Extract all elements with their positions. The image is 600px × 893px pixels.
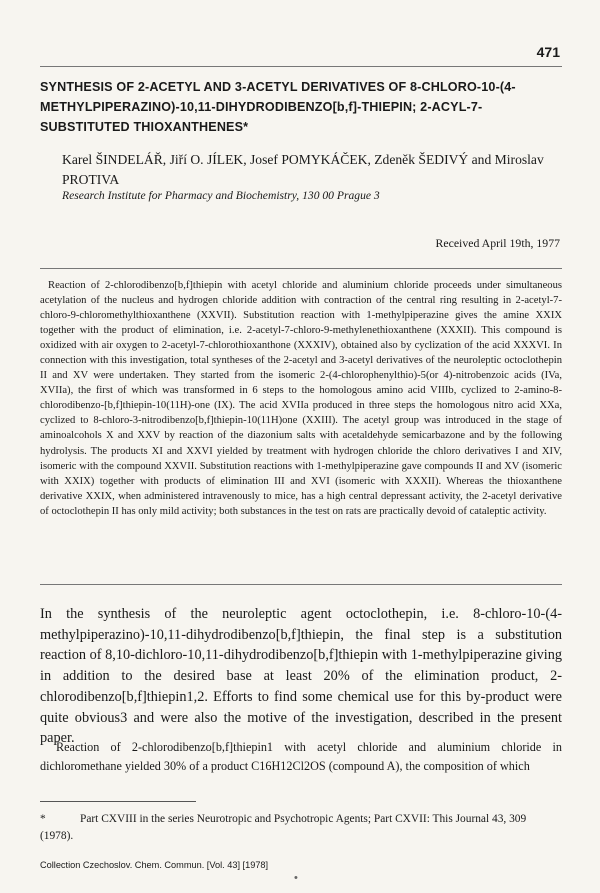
abstract: Reaction of 2-chlorodibenzo[b,f]thiepin with acetyl chloride and aluminium chloride proceeds under simultaneous acetylation of the nucleus and hydrogen chloride addition with contraction of the central ring resulting in 2-acetyl-7-chloro-9-chloromethylthioxanthene (XXVII). Substitution reaction with 1-methylpiperazine gives the amine XXIX together with the product of elimination, i.e. 2-acetyl-7-chloro-9-methylenethioxanthene (XXXII). This compound is oxidized with air oxygen to 2-acetyl-7-chlorothioxanthone (XXXIV), obtained also by cyclization of the acid XXXVI. In connection with this investigation, total syntheses of the 2-acetyl and 3-acetyl derivatives of the neuroleptic octoclothepin II and XV were undertaken. They started from the isomeric 2-(4-chlorophenylthio)-5(or 4)-nitrobenzoic acids (IVa, XVIIa), the first of which was transformed in 6 steps to the homologous amino acid VIIIb, cyclized to 2-amino-8-chlorodibenzo-[b,f]thiepin-10(11H)-one (IX). The acid XVIIa produced in three steps the homologous nitro acid XXa, cyclized to 8-chloro-3-nitrodibenzo[b,f]thiepin-10(11H)one (XXIII). The acetyl group was introduced in the stage of aminoalcohols X and XXV by reaction of the diazonium salts with acetaldehyde semicarbazone and by the following hydrolysis. The products XI and XXVI yielded by treatment with hydrogen chloride the chloro derivatives I and XIV, isomeric with the compound XXVII. Substitution reactions with 1-methylpiperazine gave compounds II and XV (isomeric with XXIX) together with products of elimination III and XVI (isomeric with XXXII). Whereas the thioxanthene derivative XXIX, when administered intravenously to mice, has a high central depressant activity, the 2-acetyl derivative of octoclothepin II has only mild activity; both substances in the test on rats are practically devoid of cataleptic activity. (40, 280, 562, 517)
article-title: SYNTHESIS OF 2-ACETYL AND 3-ACETYL DERIVATIVES OF 8-CHLORO-10-(4-METHYLPIPERAZINO)-10,11-DIHYDRODIBENZO[b,f]-THIEPIN; 2-ACYL-7-SUBSTITUTED THIOXANTHENES* (40, 80, 516, 134)
page-number: 471 (536, 44, 560, 60)
journal-line: Collection Czechoslov. Chem. Commun. [Vol. 43] [1978] (40, 860, 269, 870)
title-rule (40, 66, 562, 67)
footnote-text: Part CXVIII in the series Neurotropic and Psychotropic Agents; Part CXVII: This Journal 43, 309 (1978). (40, 813, 527, 842)
bottom-mark: • (294, 872, 298, 884)
footnote (40, 811, 562, 845)
footnote-rule (40, 801, 196, 802)
body-paragraph: Reaction of 2-chlorodibenzo[b,f]thiepin1 with acetyl chloride and aluminium chloride in dichloromethane yielded 30% of a product C16H12Cl2OS (compound A), the composition of which (40, 740, 562, 773)
received-date: Received April 19th, 1977 (435, 236, 560, 250)
abstract-rule-bottom (40, 584, 562, 585)
affiliation: Research Institute for Pharmacy and Biochemistry, 130 00 Prague 3 (62, 189, 380, 202)
abstract-rule-top (40, 268, 562, 269)
intro-paragraph: In the synthesis of the neuroleptic agent octoclothepin, i.e. 8-chloro-10-(4-methylpiperazino)-10,11-dihydrodibenzo[b,f]thiepin, the final step is a substitution reaction of 8,10-dichloro-10,11-dihydrodibenzo[b,f]thiepin with 1-methylpiperazine giving in addition to the desired base at least 20% of the elimination product, 2-chlorodibenzo[b,f]thiepin1,2. Efforts to find some chemical use for this by-product were quite obvious3 and were also the motive of the investigation, described in the present paper. (40, 606, 562, 747)
authors: Karel ŠINDELÁŘ, Jiří O. JÍLEK, Josef POMYKÁČEK, Zdeněk ŠEDIVÝ and Miroslav PROTIVA (62, 152, 544, 187)
footnote-mark: * (40, 813, 46, 825)
